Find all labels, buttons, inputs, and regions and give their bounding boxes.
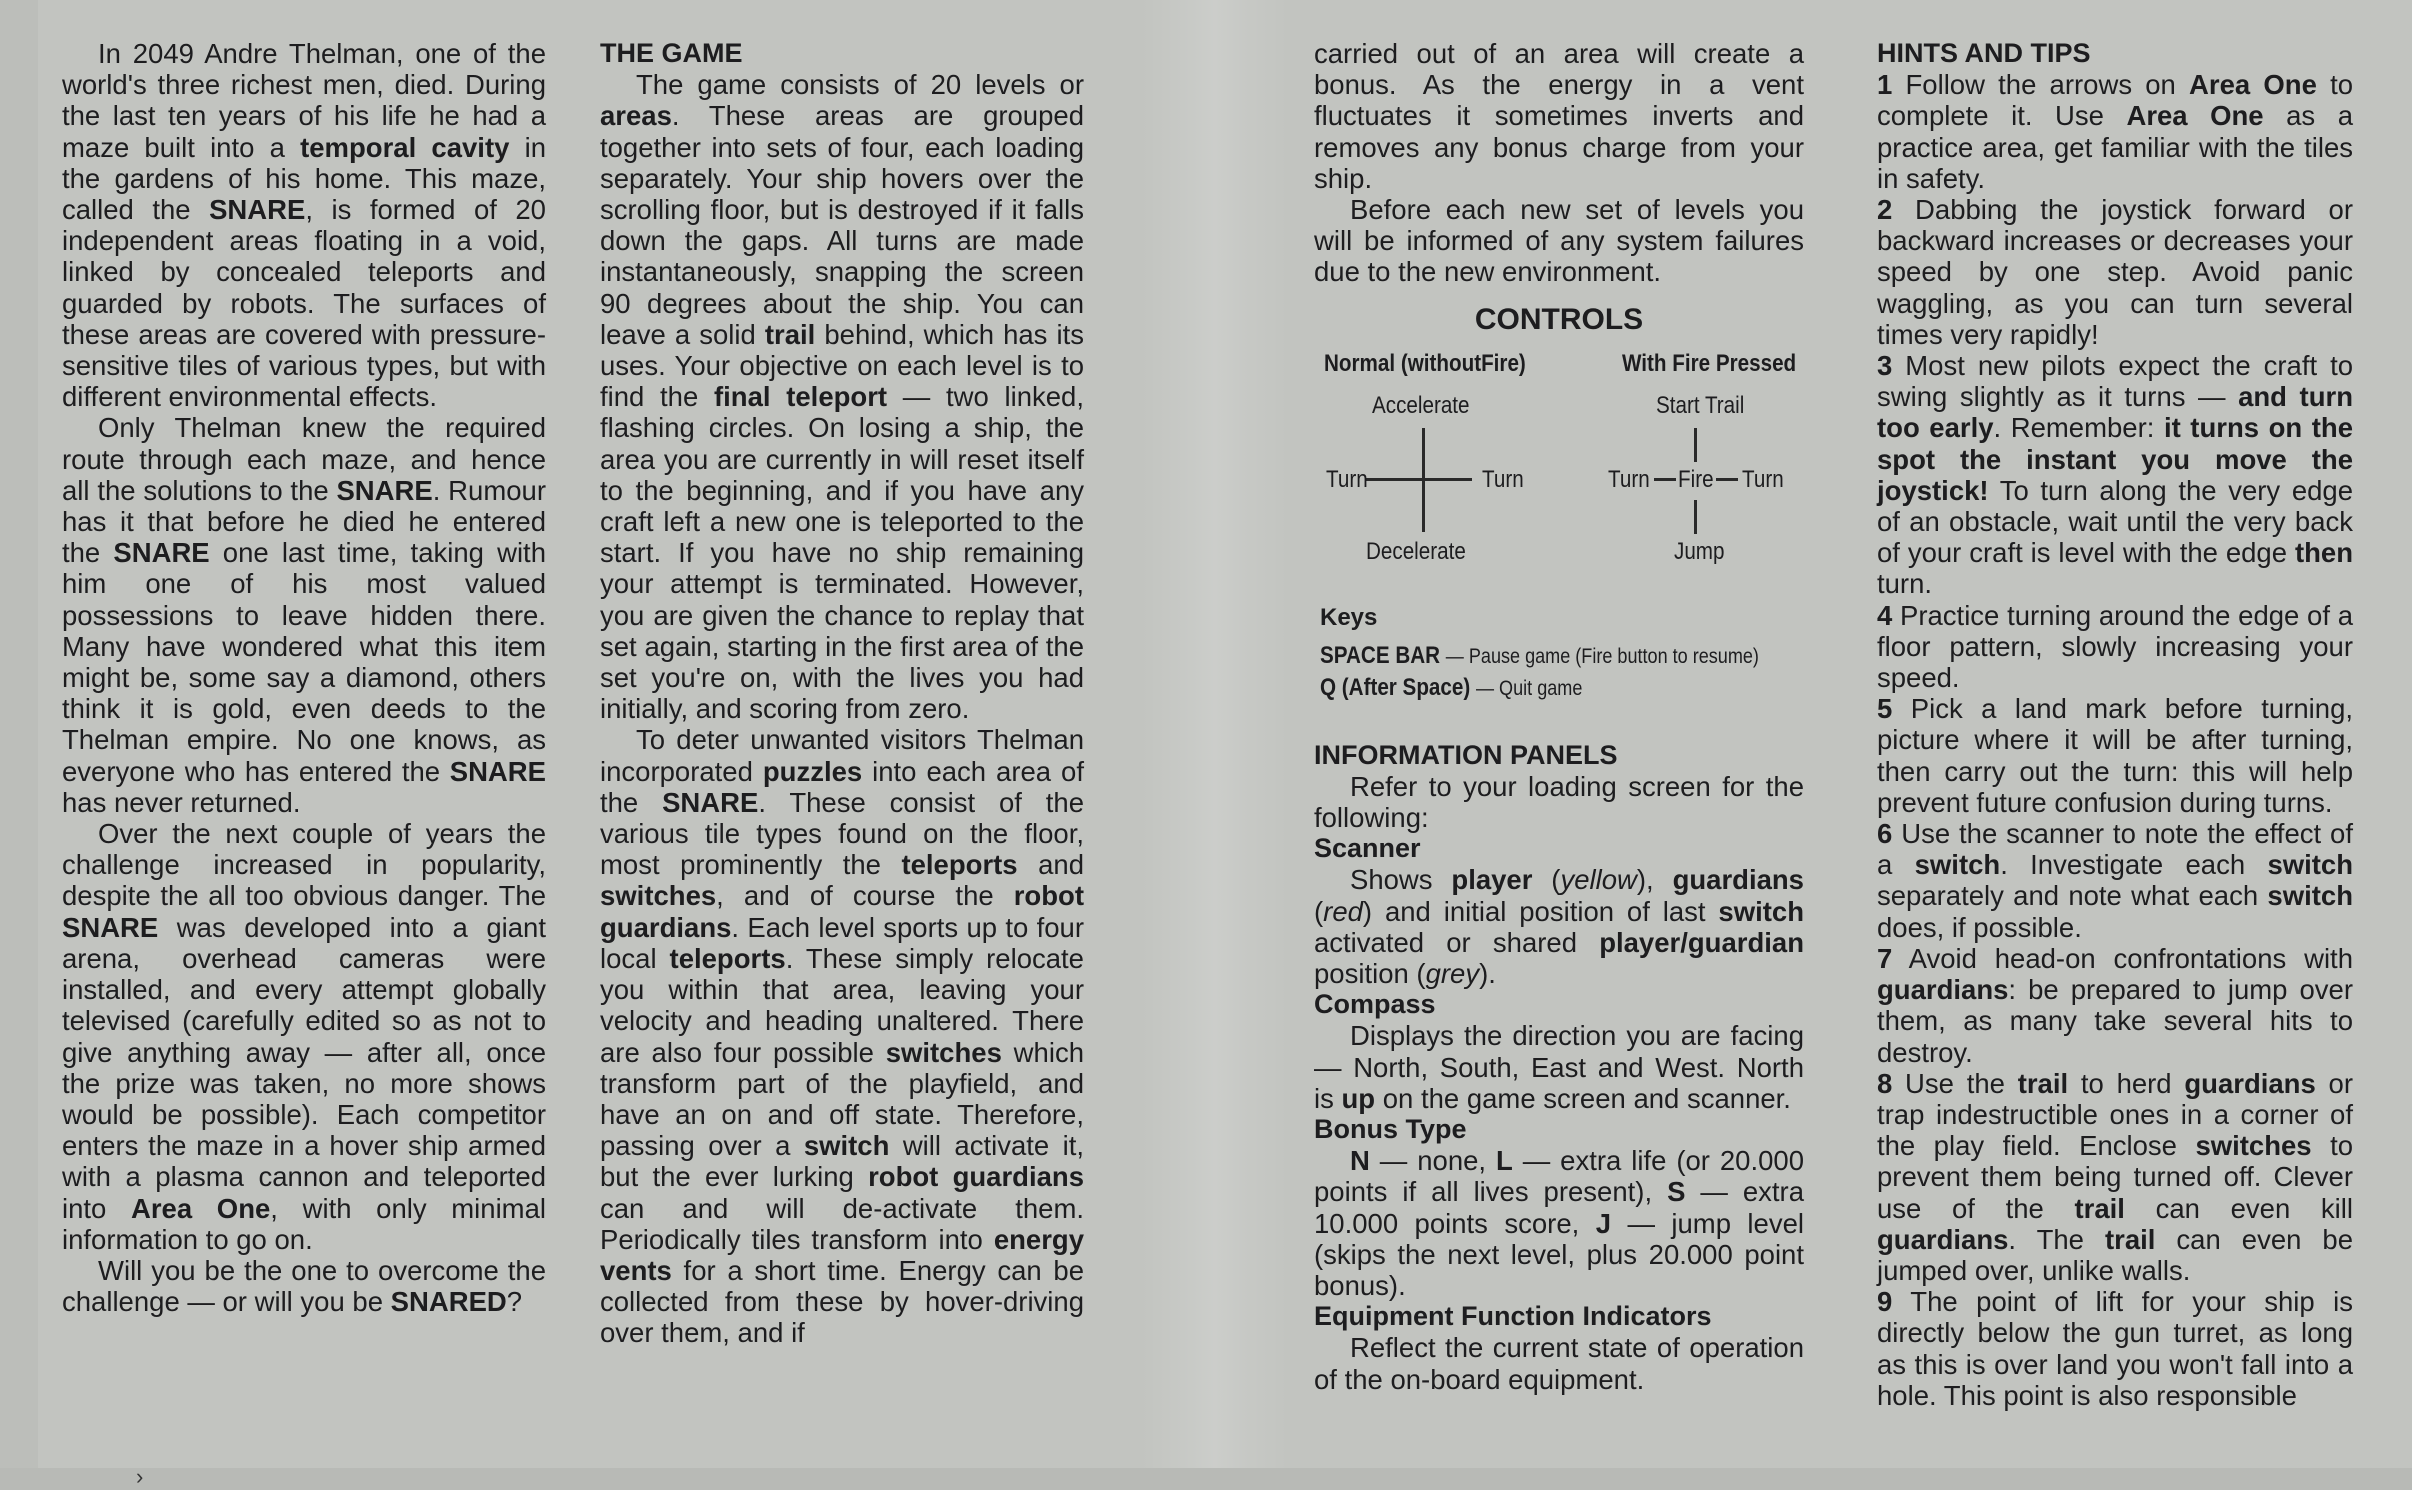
bold-run: switch xyxy=(1718,895,1804,927)
bold-run: player/guardian xyxy=(1599,926,1804,958)
text-run: Avoid head-on confrontations with xyxy=(1892,942,2353,974)
bold-run: teleports xyxy=(669,942,786,974)
bold-run: guardians xyxy=(1877,974,2009,1006)
decelerate-label: Decelerate xyxy=(1366,537,1466,565)
text-run: The game consists of 20 levels or xyxy=(636,69,1084,101)
bold-run: teleports xyxy=(901,849,1018,881)
text-run: . These areas are grouped together into sets of four, each loading separately. Your ship hovers over the scrolling floor, but is destroyed if it falls down the gaps. All turns are made instantaneously, snapping the screen 90 degrees about the ship. You can leave a solid xyxy=(600,100,1084,350)
text-run: to prevent them being turned off. Clever use of the xyxy=(1877,1130,2353,1224)
text-run: will activate it, but the ever lurking xyxy=(600,1130,1084,1193)
tip-item xyxy=(1877,1286,2353,1411)
bold-run: Area One xyxy=(131,1192,271,1224)
fire-vertical-line-top xyxy=(1694,428,1697,462)
text-run: . Rumour has it that before he died he entered the xyxy=(62,474,546,569)
game-paragraph xyxy=(600,69,1084,724)
italic-run: grey xyxy=(1425,958,1480,990)
text-run: activated or shared xyxy=(1314,926,1600,958)
info-paragraph xyxy=(1314,771,1804,833)
story-paragraph xyxy=(62,412,546,818)
bold-run: trail xyxy=(2104,1223,2156,1255)
text-run: . These simply relocate you within that area, leaving your velocity and heading unaltered. There are also four possible xyxy=(600,942,1084,1068)
text-run: Follow the arrows on xyxy=(1892,69,2190,101)
fire-mode-header: With Fire Pressed xyxy=(1622,349,1797,377)
controls-diagram xyxy=(1314,304,1804,734)
bold-run: robot guardians xyxy=(868,1161,1085,1193)
text-run: ( xyxy=(1532,864,1561,896)
bold-run: 8 xyxy=(1877,1067,1893,1099)
fire-horizontal-line-left xyxy=(1654,478,1676,481)
text-run: into each area of the xyxy=(600,755,1084,818)
text-run: position ( xyxy=(1314,958,1426,990)
text-run: Most new pilots expect the craft to swing slightly as it turns — xyxy=(1877,350,2353,413)
text-run: — none, xyxy=(1369,1145,1496,1177)
tip-item xyxy=(1877,818,2353,943)
stray-mark: › xyxy=(136,1464,144,1489)
tip-item xyxy=(1877,350,2353,600)
text-run: as a practice area, get familiar with the tiles in safety. xyxy=(1877,100,2353,194)
text-run: ). xyxy=(1479,958,1496,990)
bold-run: switches xyxy=(2195,1130,2312,1162)
tip-item xyxy=(1877,1068,2353,1286)
text-run: Only Thelman knew the required route through each maze, and hence all the solutions to the xyxy=(62,412,546,506)
text-run: has never returned. xyxy=(62,786,301,818)
bold-run: 2 xyxy=(1877,194,1893,226)
text-run: does, if possible. xyxy=(1877,911,2082,943)
text-run: , is formed of 20 independent areas floating in a void, linked by concealed teleports and guarded by robots. The surfaces of these areas are covered with pressure-sensitive tiles of various types, but with different environmental effects. xyxy=(62,194,546,413)
bold-run: guardians xyxy=(1877,1223,2009,1255)
text-run: which transform part of the playfield, and have an on and off state. Therefore, passing over a xyxy=(600,1036,1084,1162)
hints-column xyxy=(1877,38,2353,1411)
bold-run: 9 xyxy=(1877,1286,1893,1318)
game-column xyxy=(600,38,1084,1349)
text-run: . Each level sports up to four local xyxy=(600,911,1084,974)
text-run: on the game screen and scanner. xyxy=(1375,1082,1791,1114)
text-run: Practice turning around the edge of a floor pattern, slowly increasing your speed. xyxy=(1877,599,2353,694)
bold-run: switch xyxy=(2267,880,2353,912)
bold-run: it turns on the spot the instant you move the joystick! xyxy=(1877,412,2353,506)
text-run: in the gardens of his home. This maze, called the xyxy=(62,131,546,226)
text-run: one last time, taking with him one of his most valued possessions to leave hidden there. Many have wondered what this item might be, some say a diamond, others think it is gold, even deeds to the Thelman empire. No one knows, as everyone who has entered the xyxy=(62,537,546,787)
fire-turn-left-label: Turn xyxy=(1608,465,1650,493)
compass-title: Compass xyxy=(1314,989,1436,1020)
bold-run: energy vents xyxy=(600,1223,1084,1286)
text-run: ? xyxy=(506,1286,523,1318)
bold-run: player xyxy=(1451,864,1533,896)
text-run: can and will de-activate them. Periodically tiles transform into xyxy=(600,1192,1084,1255)
game-paragraph xyxy=(600,724,1084,1348)
section-title-the-game: THE GAME xyxy=(600,38,743,68)
scanner-title: Scanner xyxy=(1314,833,1421,864)
bold-run: guardians xyxy=(1672,864,1804,896)
bold-run: Area One xyxy=(2126,100,2264,132)
bold-run: 7 xyxy=(1877,942,1893,974)
bold-run: puzzles xyxy=(762,755,863,787)
bold-run: SNARE xyxy=(62,911,159,943)
bold-run: SNARED xyxy=(390,1286,507,1318)
normal-mode-header: Normal (withoutFire) xyxy=(1324,349,1526,377)
tip-item xyxy=(1877,600,2353,694)
bonus-type-title: Bonus Type xyxy=(1314,1114,1467,1145)
text-run: turn. xyxy=(1877,568,1933,600)
text-run: Use the xyxy=(1892,1067,2018,1099)
text-run: The point of lift for your ship is directly below the gun turret, as long as this is over land you won't fall into a hole. This point is also responsible xyxy=(1877,1286,2353,1411)
turn-left-label: Turn xyxy=(1326,465,1368,493)
text-run: to complete it. Use xyxy=(1877,69,2353,132)
controls-title: CONTROLS xyxy=(1474,302,1644,336)
bold-run: SNARE xyxy=(662,786,759,818)
page-fold xyxy=(1140,0,1290,1490)
text-run: Displays the direction you are facing — North, South, East and West. North is xyxy=(1314,1020,1804,1114)
vent-paragraph xyxy=(1314,38,1804,194)
text-run: : be prepared to jump over them, as many take several hits to destroy. xyxy=(1877,974,2353,1068)
text-run: ( xyxy=(1314,895,1324,927)
text-run: — jump level (skips the next level, plus 20.000 point bonus). xyxy=(1314,1207,1804,1302)
bold-run: S xyxy=(1667,1176,1686,1208)
text-run: and xyxy=(1017,849,1084,881)
bold-run: SNARE xyxy=(209,194,306,226)
text-run: . The xyxy=(2008,1223,2105,1255)
tip-item xyxy=(1877,194,2353,350)
section-title-information-panels: INFORMATION PANELS xyxy=(1314,739,1618,770)
fire-horizontal-line-right xyxy=(1716,478,1738,481)
fire-vertical-line-bottom xyxy=(1694,500,1697,534)
bold-run: L xyxy=(1496,1145,1513,1177)
bold-run: areas xyxy=(600,100,672,132)
text-run: to herd xyxy=(2068,1067,2185,1099)
bold-run: switches xyxy=(885,1036,1002,1068)
text-run: Reflect the current state of operation of the on-board equipment. xyxy=(1314,1332,1804,1395)
text-run: . Remember: xyxy=(1993,412,2164,444)
compass-paragraph xyxy=(1314,1020,1804,1114)
tip-item xyxy=(1877,943,2353,1068)
text-run: — two linked, flashing circles. On losing a ship, the area you are currently in will reset itself to the beginning, and if you have any craft left a new one is teleported to the start. If you have no ship remaining your attempt is terminated. However, you are given the chance to replay that set again, starting in the first area of the set you're on, with the lives you had initially, and scoring from zero. xyxy=(600,381,1084,725)
bold-run: Area One xyxy=(2189,69,2317,101)
equipment-title: Equipment Function Indicators xyxy=(1314,1301,1712,1332)
bold-run: 4 xyxy=(1877,599,1893,631)
text-run: Over the next couple of years the challenge increased in popularity, despite the all too obvious danger. The xyxy=(62,818,546,912)
text-run: To deter unwanted visitors Thelman incorporated xyxy=(600,724,1084,787)
bold-run: 6 xyxy=(1877,818,1893,850)
controls-info-column xyxy=(1314,38,1804,1395)
tip-item xyxy=(1877,693,2353,818)
text-run: Before each new set of levels you will be informed of any system failures due to the new environment. xyxy=(1314,194,1804,288)
text-run: ) and initial position of last xyxy=(1362,895,1719,927)
text-run: , and of course the xyxy=(716,880,1014,912)
bold-run: 1 xyxy=(1877,69,1893,101)
bold-run: robot guardians xyxy=(600,880,1084,943)
text-run: Dabbing the joystick forward or backward increases or decreases your speed by one step. Avoid panic waggling, as you can turn several times very rapidly! xyxy=(1877,194,2353,350)
bold-run: switch xyxy=(2267,849,2354,881)
bold-run: trail xyxy=(2074,1192,2125,1224)
turn-right-label: Turn xyxy=(1482,465,1524,493)
bold-run: trail xyxy=(764,318,816,350)
bold-run: J xyxy=(1595,1207,1611,1239)
bold-run: and turn too early xyxy=(1877,381,2353,444)
text-run: can even kill xyxy=(2124,1192,2353,1224)
bold-run: N xyxy=(1350,1145,1370,1177)
scanner-paragraph xyxy=(1314,864,1804,989)
bold-run: temporal cavity xyxy=(300,131,510,163)
bold-run: switch xyxy=(1914,849,2001,881)
text-run: or trap indestructible ones in a corner of the play field. Enclose xyxy=(1877,1067,2353,1162)
fire-turn-right-label: Turn xyxy=(1742,465,1784,493)
system-paragraph xyxy=(1314,194,1804,288)
bold-run: guardians xyxy=(2184,1067,2316,1099)
story-paragraph xyxy=(62,818,546,1255)
key-quit: Q (After Space) — Quit game xyxy=(1320,673,1583,701)
text-run: can even be jumped over, unlike walls. xyxy=(1877,1223,2354,1286)
text-run: , with only minimal information to go on. xyxy=(62,1192,546,1255)
equipment-paragraph xyxy=(1314,1332,1804,1394)
section-title-hints: HINTS AND TIPS xyxy=(1877,38,2091,68)
text-run: separately and note what each xyxy=(1877,880,2268,912)
fire-label: Fire xyxy=(1678,465,1714,493)
accelerate-label: Accelerate xyxy=(1372,391,1470,419)
bold-run: switch xyxy=(803,1130,890,1162)
text-run: Will you be the one to overcome the challenge — or will you be xyxy=(62,1254,546,1318)
jump-label: Jump xyxy=(1674,537,1725,565)
text-run: . These consist of the various tile types found on the floor, most prominently the xyxy=(600,786,1085,881)
keys-title: Keys xyxy=(1320,603,1378,631)
key-space-bar: SPACE BAR — Pause game (Fire button to resume) xyxy=(1320,641,1759,669)
page-edge xyxy=(0,0,38,1490)
bold-run: trail xyxy=(2017,1067,2069,1099)
text-run: for a short time. Energy can be collected from these by hover-driving over them, and if xyxy=(600,1254,1084,1349)
bold-run: SNARE xyxy=(449,755,546,787)
text-run: . Investigate each xyxy=(2000,849,2268,881)
tip-item xyxy=(1877,69,2353,194)
text-run: In 2049 Andre Thelman, one of the world's three richest men, died. During the last ten years of his life he had a maze built into a xyxy=(62,38,546,163)
text-run: was developed into a giant arena, overhead cameras were installed, and every attempt globally televised (carefully edited so as not to give anything away — after all, once the prize was taken, no more shows would be possible). Each competitor enters the maze in a hover ship armed with a plasma cannon and teleported into xyxy=(62,911,546,1224)
bold-run: SNARE xyxy=(336,474,433,506)
bold-run: final teleport xyxy=(713,381,888,413)
page-bottom-edge xyxy=(0,1468,2412,1490)
bold-run: up xyxy=(1341,1082,1376,1114)
bold-run: SNARE xyxy=(113,537,210,569)
bold-run: then xyxy=(2294,537,2353,569)
story-paragraph xyxy=(62,38,546,412)
italic-run: red xyxy=(1323,895,1363,927)
text-run: behind, which has its uses. Your objective on each level is to find the xyxy=(600,318,1085,413)
text-run: To turn along the very edge of an obstacle, wait until the very back of your craft is level with the edge xyxy=(1877,474,2353,569)
bonus-paragraph xyxy=(1314,1145,1804,1301)
text-run: ), xyxy=(1636,864,1673,896)
bold-run: switches xyxy=(600,880,717,912)
bold-run: 3 xyxy=(1877,350,1893,382)
start-trail-label: Start Trail xyxy=(1656,391,1745,419)
text-run: — extra life (or 20.000 points if all lives present), xyxy=(1314,1145,1804,1208)
text-run: Shows xyxy=(1350,864,1452,896)
joystick-horizontal-line xyxy=(1366,478,1472,481)
bold-run: 5 xyxy=(1877,693,1893,725)
story-column xyxy=(62,38,546,1317)
text-run: Refer to your loading screen for the following: xyxy=(1314,770,1804,834)
text-run: carried out of an area will create a bonus. As the energy in a vent fluctuates it sometimes inverts and removes any bonus charge from your ship. xyxy=(1314,38,1804,194)
story-paragraph xyxy=(62,1255,546,1317)
text-run: Use the scanner to note the effect of a xyxy=(1877,818,2353,881)
text-run: — extra 10.000 points score, xyxy=(1314,1176,1804,1239)
text-run: Pick a land mark before turning, picture where it will be after turning, then carry out the turn: this will help prevent future confusion during turns. xyxy=(1877,693,2353,818)
italic-run: yellow xyxy=(1560,864,1637,896)
